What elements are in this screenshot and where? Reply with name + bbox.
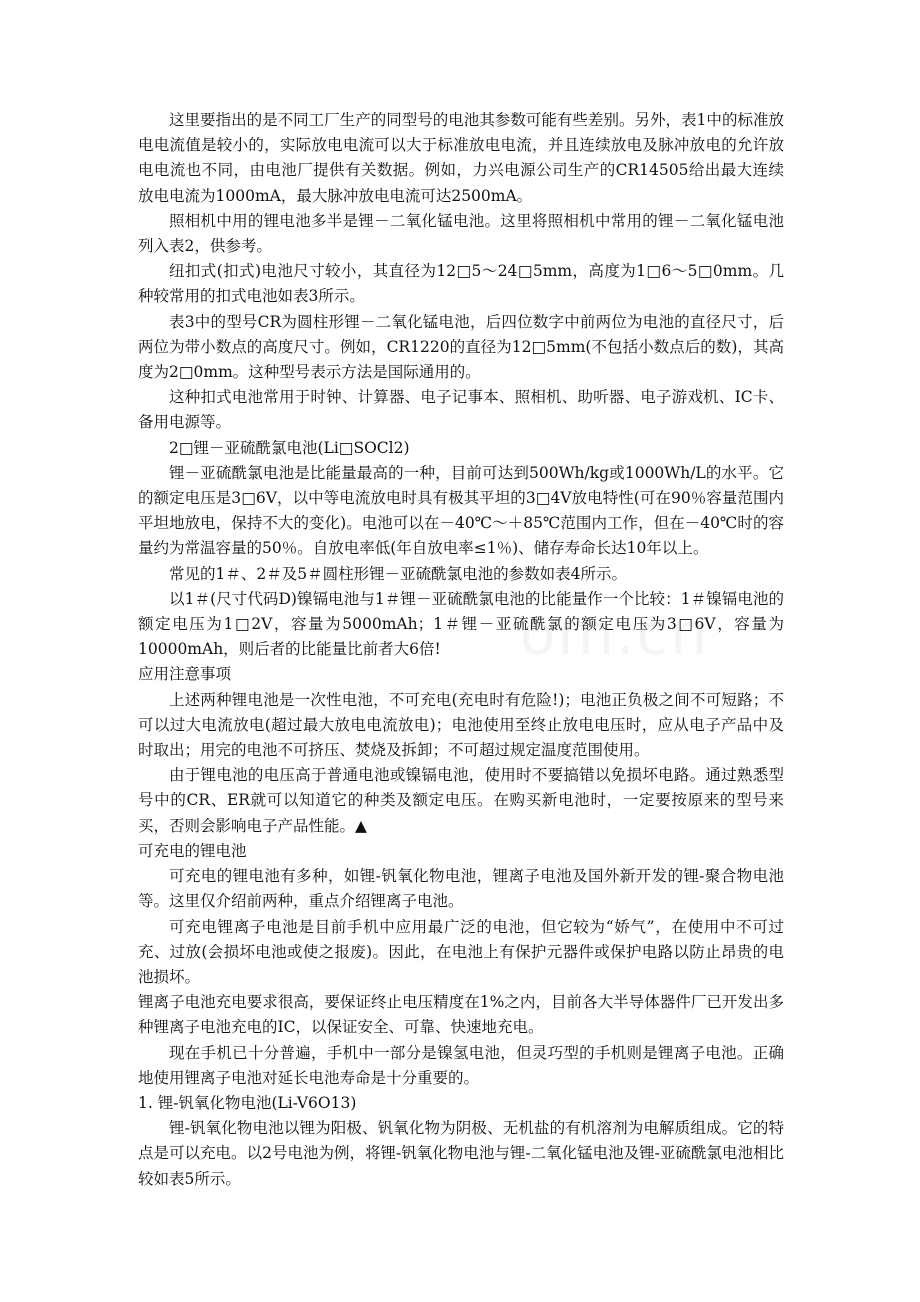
paragraph-li-v6o13-description: 锂-钒氧化物电池以锂为阳极、钒氧化物为阴极、无机盐的有机溶剂为电解质组成。它的特点是可以充电。以2号电池为例，将锂-钒氧化物电池与锂-二氧化锰电池及锂-亚硫酰氯电池相比较如表5所示。 [138,1119,784,1188]
paragraph-battery-differences: 这里要指出的是不同工厂生产的同型号的电池其参数可能有些差别。另外，表1中的标准放电电流值是较小的，实际放电电流可以大于标准放电电流，并且连续放电及脉冲放电的允许放电电流也不同，由电池厂提供有关数据。例如，力兴电源公司生产的CR14505给出最大连续放电电流为1000mA，最大脉冲放电电流可达2500mA。 [138,111,784,205]
paragraph-button-cell-uses: 这种扣式电池常用于时钟、计算器、电子记事本、照相机、助听器、电子游戏机、IC卡、备用电源等。 [138,388,784,432]
document-body [138,108,784,1192]
paragraph-cr-model-naming: 表3中的型号CR为圆柱形锂－二氧化锰电池，后四位数字中前两位为电池的直径尺寸，后两位为带小数点的高度尺寸。例如，CR1220的直径为12□5mm(不包括小数点后的数)，其高度为2□0mm。这种型号表示方法是国际通用的。 [138,312,784,382]
paragraph-phone-batteries: 现在手机已十分普遍，手机中一部分是镍氢电池，但灵巧型的手机则是锂离子电池。正确地使用锂离子电池对延长电池寿命是十分重要的。 [138,1043,784,1087]
paragraph-charging-requirements: 锂离子电池充电要求很高，要保证终止电压精度在1%之内，目前各大半导体器件厂已开发出多种锂离子电池充电的IC，以保证安全、可靠、快速地充电。 [138,993,784,1037]
paragraph-energy-comparison: 以1＃(尺寸代码D)镍镉电池与1＃锂－亚硫酰氯电池的比能量作一个比较：1＃镍镉电池的额定电压为1□2V，容量为5000mAh；1＃锂－亚硫酰氯的额定电压为3□6V，容量为10000mAh，则后者的比能量比前者大6倍! [138,589,784,659]
section-heading-precautions: 应用注意事项 [138,665,232,684]
section-heading-li-v6o13: 1. 锂-钒氧化物电池(Li-V6O13) [138,1093,357,1112]
watermark: om.cn [520,600,710,668]
paragraph-li-socl2-specs: 锂－亚硫酰氯电池是比能量最高的一种，目前可达到500Wh/kg或1000Wh/L的水平。它的额定电压是3□6V，以中等电流放电时具有极其平坦的3□4V放电特性(可在90％容量范围内平坦地放电，保持不大的变化)。电池可以在－40℃～＋85℃范围内工作，但在－40℃时的容量约为常温容量的50％。自放电率低(年自放电率≤1％)、储存寿命长达10年以上。 [138,463,784,558]
paragraph-voltage-warning: 由于锂电池的电压高于普通电池或镍镉电池，使用时不要搞错以免损坏电路。通过熟悉型号中的CR、ER就可以知道它的种类及额定电压。在购买新电池时，一定要按原来的型号来买，否则会影响电子产品性能。▲ [138,766,784,835]
section-heading-rechargeable: 可充电的锂电池 [138,841,247,860]
paragraph-rechargeable-types: 可充电的锂电池有多种，如锂-钒氧化物电池，锂离子电池及国外新开发的锂-聚合物电池等。这里仅介绍前两种，重点介绍锂离子电池。 [138,867,784,911]
paragraph-camera-batteries: 照相机中用的锂电池多半是锂－二氧化锰电池。这里将照相机中常用的锂－二氧化锰电池列入表2，供参考。 [138,211,784,256]
paragraph-button-cell-size: 纽扣式(扣式)电池尺寸较小，其直径为12□5～24□5mm，高度为1□6～5□0mm。几种较常用的扣式电池如表3所示。 [138,262,784,306]
paragraph-table4-reference: 常见的1＃、2＃及5＃圆柱形锂－亚硫酰氯电池的参数如表4所示。 [169,564,627,583]
paragraph-li-ion-phones: 可充电锂离子电池是目前手机中应用最广泛的电池，但它较为“娇气”，在使用中不可过充、过放(会损坏电池或使之报废)。因此，在电池上有保护元器件或保护电路以防止昂贵的电池损坏。 [138,917,784,986]
paragraph-usage-precautions: 上述两种锂电池是一次性电池，不可充电(充电时有危险!)；电池正负极之间不可短路；不可以过大电流放电(超过最大放电电流放电)；电池使用至终止放电电压时，应从电子产品中及时取出；用完的电池不可挤压、焚烧及拆卸；不可超过规定温度范围使用。 [138,690,784,760]
section-heading-li-socl2: 2□锂－亚硫酰氯电池(Li□SOCl2) [169,438,410,457]
